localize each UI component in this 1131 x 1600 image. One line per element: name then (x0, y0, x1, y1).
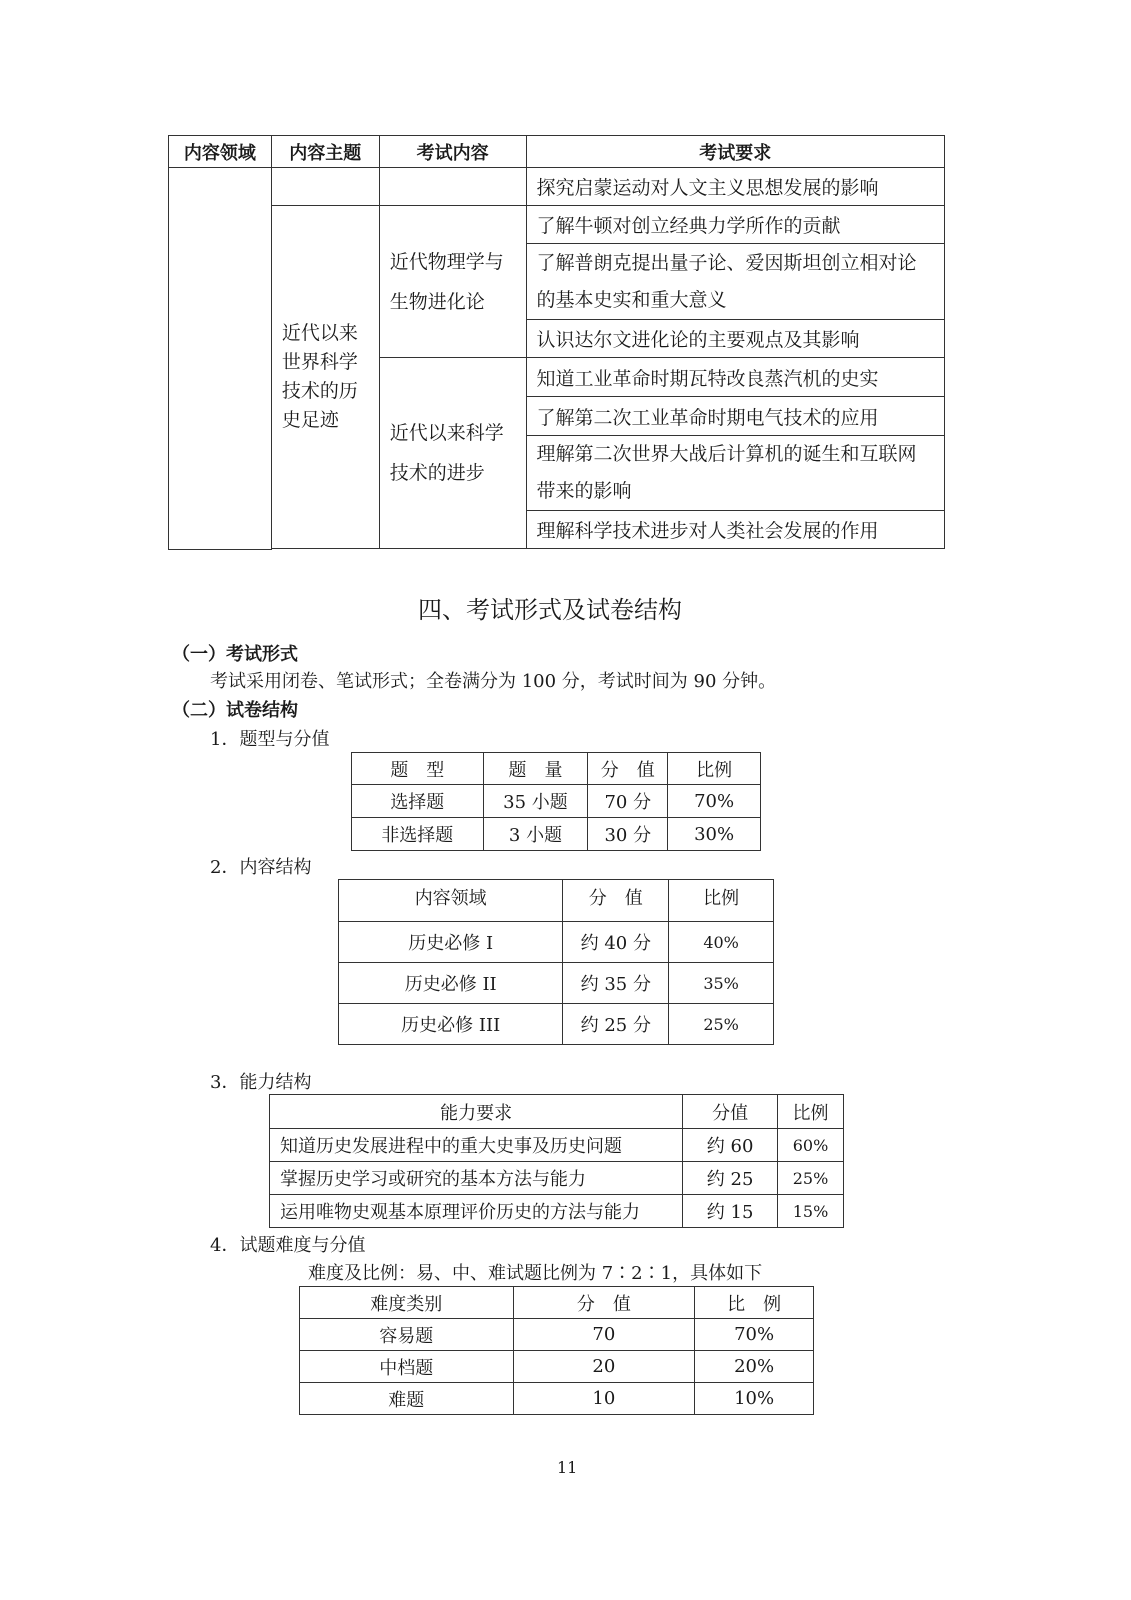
t2-cell: 约 35 分 (563, 963, 669, 1004)
t3-cell: 15% (778, 1195, 844, 1228)
table2-label: 2．内容结构 (210, 857, 312, 878)
t4-cell: 20 (513, 1351, 695, 1383)
t4-cell: 中档题 (300, 1351, 514, 1383)
content-tech-progress: 近代以来科学 技术的进步 (379, 358, 526, 549)
table3-label: 3．能力结构 (210, 1072, 312, 1093)
table4-label: 4．试题难度与分值 (210, 1235, 366, 1256)
t1-header: 题 型 (352, 753, 484, 785)
t4-cell: 容易题 (300, 1319, 514, 1351)
requirement-cell: 了解普朗克提出量子论、爱因斯坦创立相对论 的基本史实和重大意义 (526, 244, 944, 320)
requirement-cell: 理解科学技术进步对人类社会发展的作用 (526, 511, 944, 549)
t3-cell: 约 15 (683, 1195, 778, 1228)
t1-cell: 非选择题 (352, 818, 484, 851)
t4-header: 难度类别 (300, 1287, 514, 1319)
t3-cell: 掌握历史学习或研究的基本方法与能力 (270, 1162, 683, 1195)
t2-cell: 历史必修 II (339, 963, 563, 1004)
t1-cell: 70 分 (588, 785, 668, 818)
ability-structure-table (269, 1094, 844, 1228)
question-type-table (351, 752, 761, 851)
content-requirements-table (168, 135, 945, 550)
content-area-cell (169, 168, 272, 550)
t1-header: 题 量 (483, 753, 588, 785)
table1-label: 1．题型与分值 (210, 729, 330, 750)
difficulty-table (299, 1286, 814, 1415)
t2-cell: 25% (669, 1004, 774, 1045)
t3-header: 比例 (778, 1095, 844, 1129)
t1-header: 分 值 (588, 753, 668, 785)
requirement-cell: 理解第二次世界大战后计算机的诞生和互联网 带来的影响 (526, 436, 944, 511)
subsection-heading-exam-form: （一）考试形式 (172, 644, 298, 665)
t3-cell: 约 60 (683, 1129, 778, 1162)
t4-cell: 70 (513, 1319, 695, 1351)
requirement-cell: 了解牛顿对创立经典力学所作的贡献 (526, 206, 944, 244)
t1-cell: 70% (668, 785, 761, 818)
header-content-topic: 内容主题 (271, 136, 379, 168)
t2-header: 比例 (669, 880, 774, 922)
t2-cell: 约 25 分 (563, 1004, 669, 1045)
content-physics-evolution: 近代物理学与 生物进化论 (379, 206, 526, 358)
requirement-cell: 探究启蒙运动对人文主义思想发展的影响 (526, 168, 944, 206)
exam-form-text: 考试采用闭卷、笔试形式；全卷满分为 100 分，考试时间为 90 分钟。 (210, 671, 777, 692)
t4-header: 比 例 (695, 1287, 814, 1319)
t2-cell: 约 40 分 (563, 922, 669, 963)
t2-cell: 历史必修 III (339, 1004, 563, 1045)
t4-cell: 10% (695, 1383, 814, 1415)
t1-cell: 30 分 (588, 818, 668, 851)
header-exam-content: 考试内容 (379, 136, 526, 168)
page-number: 11 (557, 1458, 578, 1477)
t3-cell: 知道历史发展进程中的重大史事及历史问题 (270, 1129, 683, 1162)
t3-header: 能力要求 (270, 1095, 683, 1129)
t1-cell: 选择题 (352, 785, 484, 818)
t2-cell: 历史必修 I (339, 922, 563, 963)
t2-cell: 35% (669, 963, 774, 1004)
subsection-heading-paper-structure: （二）试卷结构 (172, 700, 298, 721)
t2-cell: 40% (669, 922, 774, 963)
section-title: 四、考试形式及试卷结构 (418, 596, 682, 624)
t3-cell: 25% (778, 1162, 844, 1195)
t4-cell: 难题 (300, 1383, 514, 1415)
difficulty-ratio-note: 难度及比例：易、中、难试题比例为 7∶2∶1，具体如下 (308, 1263, 763, 1284)
t4-cell: 20% (695, 1351, 814, 1383)
t3-cell: 运用唯物史观基本原理评价历史的方法与能力 (270, 1195, 683, 1228)
t3-cell: 60% (778, 1129, 844, 1162)
t3-cell: 约 25 (683, 1162, 778, 1195)
t4-header: 分 值 (513, 1287, 695, 1319)
topic-cell-empty (271, 168, 379, 206)
t1-cell: 3 小题 (483, 818, 588, 851)
t1-cell: 35 小题 (483, 785, 588, 818)
t1-cell: 30% (668, 818, 761, 851)
requirement-cell: 认识达尔文进化论的主要观点及其影响 (526, 320, 944, 358)
t4-cell: 10 (513, 1383, 695, 1415)
t3-header: 分值 (683, 1095, 778, 1129)
t2-header: 分 值 (563, 880, 669, 922)
requirement-cell: 了解第二次工业革命时期电气技术的应用 (526, 397, 944, 436)
content-structure-table (338, 879, 774, 1045)
t4-cell: 70% (695, 1319, 814, 1351)
header-exam-requirement: 考试要求 (526, 136, 944, 168)
content-cell-empty (379, 168, 526, 206)
requirement-cell: 知道工业革命时期瓦特改良蒸汽机的史实 (526, 358, 944, 397)
topic-science-tech: 近代以来 世界科学 技术的历 史足迹 (271, 206, 379, 549)
header-content-area: 内容领域 (169, 136, 272, 168)
t2-header: 内容领域 (339, 880, 563, 922)
t1-header: 比例 (668, 753, 761, 785)
